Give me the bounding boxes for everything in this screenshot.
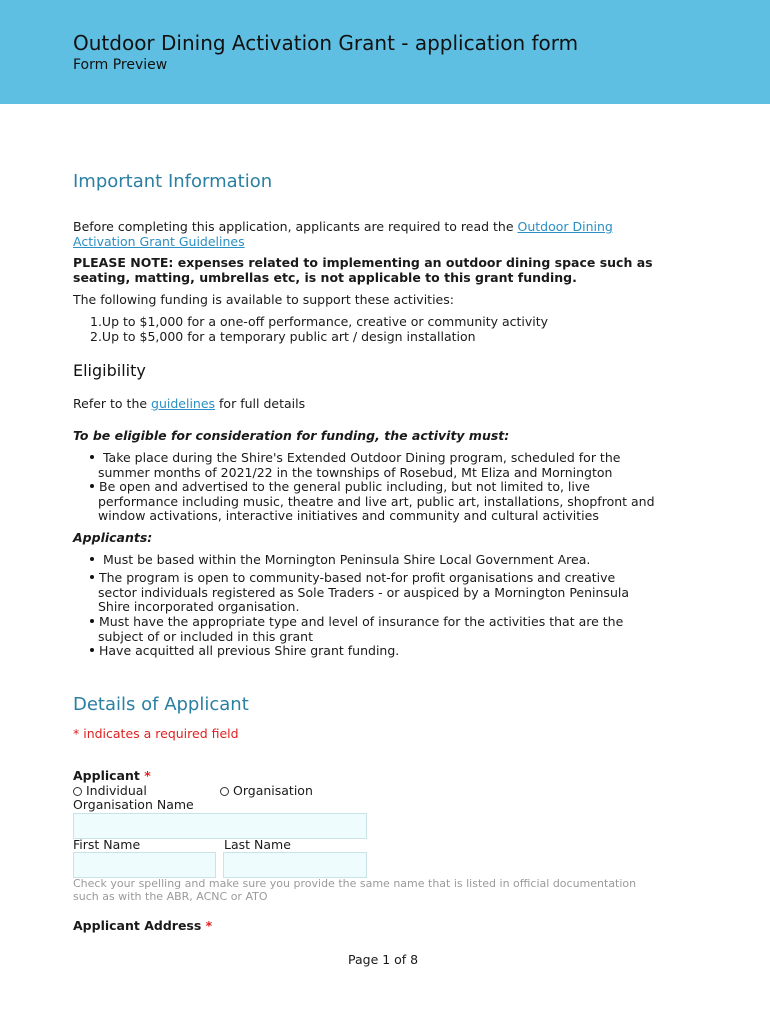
required-asterisk: *	[144, 768, 151, 783]
radio-icon[interactable]	[220, 787, 229, 796]
required-asterisk: *	[205, 918, 213, 933]
bullet-text: Take place during the Shire's Extended Outdoor Dining program, scheduled for the	[102, 450, 621, 465]
applicant-bullet	[90, 571, 629, 615]
funding-item: 2.Up to $5,000 for a temporary public art / design installation	[90, 329, 476, 344]
guidelines-link[interactable]: Outdoor Dining	[517, 219, 613, 234]
hint-line: Check your spelling and make sure you provide the same name that is listed in official documentation	[73, 877, 637, 890]
bullet-text: window activations, interactive initiatives and community and cultural activities	[98, 508, 599, 523]
applicant-label	[73, 769, 151, 784]
radio-icon[interactable]	[73, 787, 82, 796]
bullet-text: Be open and advertised to the general public including, but not limited to, live	[99, 479, 590, 494]
guidelines-short-link[interactable]: guidelines	[151, 396, 216, 411]
important-heading: Important Information	[73, 171, 273, 192]
applicant-label-text: Applicant	[73, 768, 140, 783]
option-organisation[interactable]	[220, 784, 313, 799]
bullet-icon	[90, 484, 94, 488]
address-label	[73, 919, 212, 934]
note-label: PLEASE NOTE	[73, 255, 169, 270]
details-heading: Details of Applicant	[73, 694, 249, 715]
applicants-heading: Applicants:	[73, 530, 153, 545]
bullet-text: sector individuals registered as Sole Traders - or auspiced by a Mornington Peninsula	[98, 584, 629, 600]
refer-line	[73, 397, 305, 412]
activity-bullet	[90, 451, 620, 480]
bullet-text: summer months of 2021/22 in the townships of Rosebud, Mt Eliza and Mornington	[98, 464, 613, 480]
form-subtitle: Form Preview	[73, 57, 168, 73]
refer-suffix: for full details	[215, 396, 306, 411]
org-name-input[interactable]	[73, 813, 367, 839]
bullet-icon	[90, 557, 94, 561]
note-line-2: seating, matting, umbrellas etc, is not applicable to this grant funding.	[73, 269, 577, 285]
option-organisation-label: Organisation	[233, 783, 313, 798]
guidelines-link-continued[interactable]: Activation Grant Guidelines	[73, 233, 245, 249]
activity-heading: To be eligible for consideration for funding, the activity must:	[73, 428, 510, 443]
name-hint	[73, 877, 636, 903]
bullet-icon	[90, 575, 94, 579]
required-note: * indicates a required field	[73, 726, 239, 741]
last-name-label: Last Name	[224, 837, 291, 852]
activity-bullet	[90, 480, 655, 524]
applicant-bullet	[90, 615, 623, 644]
option-individual-label: Individual	[86, 783, 147, 798]
bullet-text: Have acquitted all previous Shire grant funding.	[99, 643, 400, 658]
note-line-1: : expenses related to implementing an outdoor dining space such as	[168, 255, 653, 270]
applicant-bullet	[90, 644, 399, 659]
form-title: Outdoor Dining Activation Grant - application form	[73, 31, 579, 55]
intro-text: Before completing this application, applicants are required to read the	[73, 219, 518, 234]
bullet-icon	[90, 455, 94, 459]
first-name-label: First Name	[73, 837, 141, 852]
refer-prefix: Refer to the	[73, 396, 152, 411]
last-name-input[interactable]	[223, 852, 367, 878]
first-name-input[interactable]	[73, 852, 216, 878]
bullet-text: Must be based within the Mornington Peninsula Shire Local Government Area.	[102, 552, 591, 567]
please-note	[73, 256, 653, 285]
bullet-text: Must have the appropriate type and level of insurance for the activities that are the	[99, 614, 624, 629]
eligibility-heading: Eligibility	[73, 361, 146, 380]
applicant-bullet	[90, 553, 590, 568]
funding-item: 1.Up to $1,000 for a one-off performance, creative or community activity	[90, 314, 549, 329]
bullet-text: performance including music, theatre and live art, public art, installations, shopfront and	[98, 493, 655, 509]
bullet-text: subject of or included in this grant	[98, 628, 313, 644]
bullet-text: Shire incorporated organisation.	[98, 599, 300, 614]
funding-intro: The following funding is available to support these activities:	[73, 292, 454, 307]
bullet-icon	[90, 619, 94, 623]
bullet-text: The program is open to community-based not-for profit organisations and creative	[99, 570, 616, 585]
org-name-label: Organisation Name	[73, 797, 194, 812]
address-label-text: Applicant Address	[73, 918, 202, 933]
page-indicator: Page 1 of 8	[348, 952, 419, 967]
intro-paragraph	[73, 220, 613, 249]
bullet-icon	[90, 648, 94, 652]
page-header	[0, 0, 770, 104]
hint-line: such as with the ABR, ACNC or ATO	[73, 890, 268, 903]
